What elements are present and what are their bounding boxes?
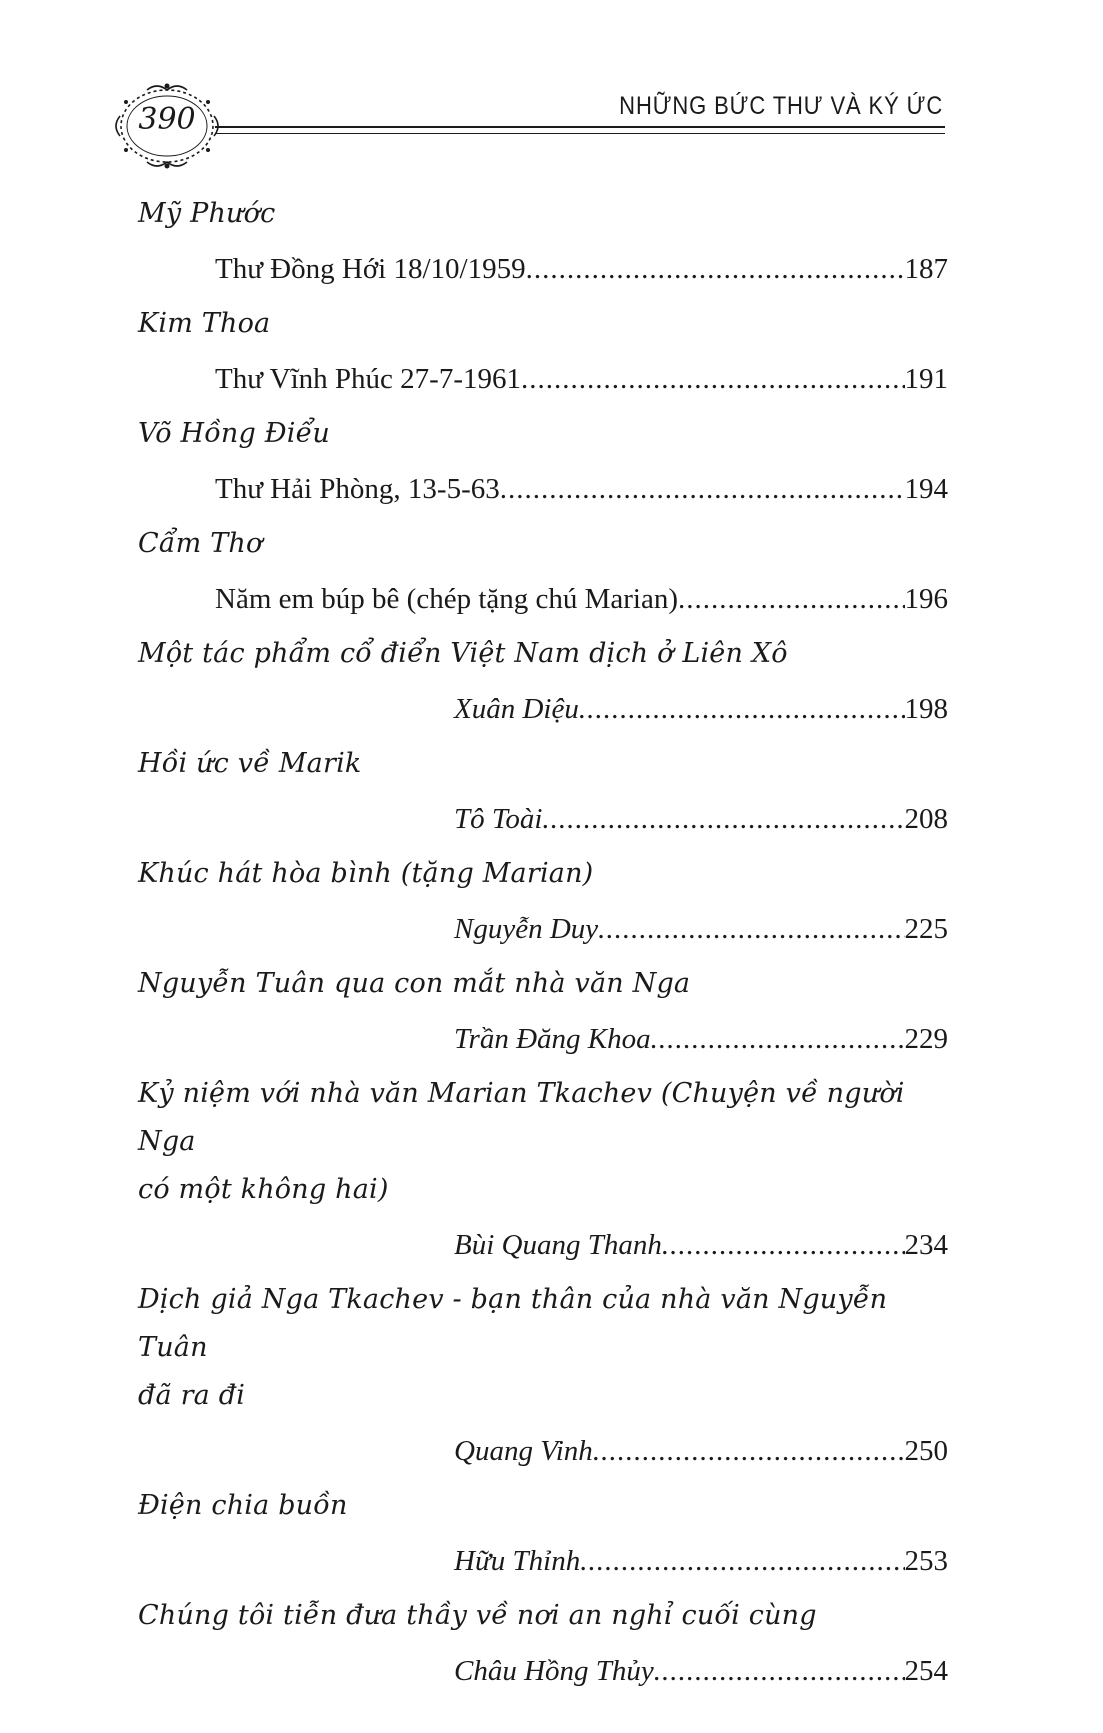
- dot-leader: [654, 1640, 905, 1702]
- toc-entry-author: Tô Toài: [454, 803, 543, 835]
- toc-entry-author: Trần Đăng Khoa: [454, 1023, 651, 1055]
- toc-page-number: 198: [904, 693, 948, 725]
- toc-entry: [138, 190, 948, 300]
- dot-leader: [542, 788, 904, 850]
- toc-entry-author: Xuân Diệu: [454, 693, 579, 725]
- toc-entry-line: [138, 238, 948, 300]
- toc-entry-line: [138, 898, 948, 960]
- toc-page-number: 208: [904, 803, 948, 835]
- toc-entry: [138, 960, 948, 1070]
- toc-entry-text: Thư Đồng Hới 18/10/1959: [215, 253, 526, 285]
- toc-entry-line: [138, 1420, 948, 1482]
- toc-entry-author: Hữu Thỉnh: [454, 1545, 581, 1577]
- toc-entry-line: [138, 568, 948, 630]
- toc-entry-title: Kỷ niệm với nhà văn Marian Tkachev (Chuyện về người Nga: [138, 1078, 905, 1157]
- toc-entry: [138, 850, 948, 960]
- toc-page-number: 234: [904, 1229, 948, 1261]
- header-rule-thin: [215, 133, 945, 134]
- toc-entry-title: Mỹ Phước: [138, 198, 276, 229]
- toc-page-number: 191: [904, 363, 948, 395]
- toc-entry-title-cont: đã ra đi: [138, 1380, 246, 1411]
- toc-entry-author: Châu Hồng Thủy: [454, 1655, 654, 1687]
- toc-entry-title-cont: có một không hai): [138, 1174, 389, 1205]
- dot-leader: [521, 348, 905, 410]
- dot-leader: [678, 568, 904, 630]
- toc-page-number: 196: [904, 583, 948, 615]
- toc-entry-title: Điện chia buồn: [138, 1490, 348, 1521]
- page-number: 390: [138, 102, 196, 137]
- toc-entry-line: [138, 788, 948, 850]
- toc-entry-title: Một tác phẩm cổ điển Việt Nam dịch ở Liên Xô: [138, 638, 788, 669]
- dot-leader: [526, 238, 905, 300]
- dot-leader: [500, 458, 905, 520]
- toc-entry-line: [138, 678, 948, 740]
- toc-entry: [138, 740, 948, 850]
- toc-entry-title: Khúc hát hòa bình (tặng Marian): [138, 858, 594, 889]
- toc-entry-line: [138, 348, 948, 410]
- toc-entry-title: Nguyễn Tuân qua con mắt nhà văn Nga: [138, 968, 691, 999]
- dot-leader: [651, 1008, 905, 1070]
- table-of-contents: [138, 190, 948, 1702]
- toc-entry-title: Chúng tôi tiễn đưa thầy về nơi an nghỉ cuối cùng: [138, 1600, 817, 1631]
- toc-entry-title: Dịch giả Nga Tkachev - bạn thân của nhà văn Nguyễn Tuân: [138, 1284, 888, 1363]
- toc-entry: [138, 1070, 948, 1276]
- toc-entry: [138, 630, 948, 740]
- dot-leader: [579, 678, 905, 740]
- toc-entry: [138, 410, 948, 520]
- toc-entry-line: [138, 458, 948, 520]
- toc-entry: [138, 1276, 948, 1482]
- dot-leader: [580, 1530, 904, 1592]
- toc-entry-line: [138, 1530, 948, 1592]
- toc-entry-line: [138, 1214, 948, 1276]
- toc-entry-line: [138, 1640, 948, 1702]
- toc-entry-title: Võ Hồng Điểu: [138, 418, 331, 449]
- toc-page-number: 225: [904, 913, 948, 945]
- toc-page-number: 194: [904, 473, 948, 505]
- toc-entry: [138, 1592, 948, 1702]
- header-rule: [215, 126, 945, 128]
- toc-entry: [138, 520, 948, 630]
- toc-page-number: 253: [904, 1545, 948, 1577]
- toc-entry-title: Kim Thoa: [138, 308, 271, 339]
- toc-entry-text: Năm em búp bê (chép tặng chú Marian): [215, 583, 679, 615]
- toc-entry-title: Cẩm Thơ: [138, 528, 263, 559]
- dot-leader: [593, 1420, 905, 1482]
- toc-entry-author: Bùi Quang Thanh: [454, 1229, 662, 1261]
- page-header: [0, 0, 1103, 190]
- toc-page-number: 250: [904, 1435, 948, 1467]
- toc-entry: [138, 1482, 948, 1592]
- toc-entry-text: Thư Vĩnh Phúc 27-7-1961: [215, 363, 521, 395]
- toc-entry-line: [138, 1008, 948, 1070]
- dot-leader: [662, 1214, 905, 1276]
- toc-entry-title: Hồi ức về Marik: [138, 748, 362, 779]
- toc-entry: [138, 300, 948, 410]
- toc-entry-text: Thư Hải Phòng, 13-5-63: [215, 473, 500, 505]
- running-title: NHỮNG BỨC THƯ VÀ KÝ ỨC: [619, 92, 943, 120]
- toc-page-number: 254: [904, 1655, 948, 1687]
- toc-page-number: 229: [904, 1023, 948, 1055]
- toc-entry-author: Nguyễn Duy: [454, 913, 599, 945]
- dot-leader: [598, 898, 904, 960]
- toc-page-number: 187: [904, 253, 948, 285]
- toc-entry-author: Quang Vinh: [454, 1435, 593, 1467]
